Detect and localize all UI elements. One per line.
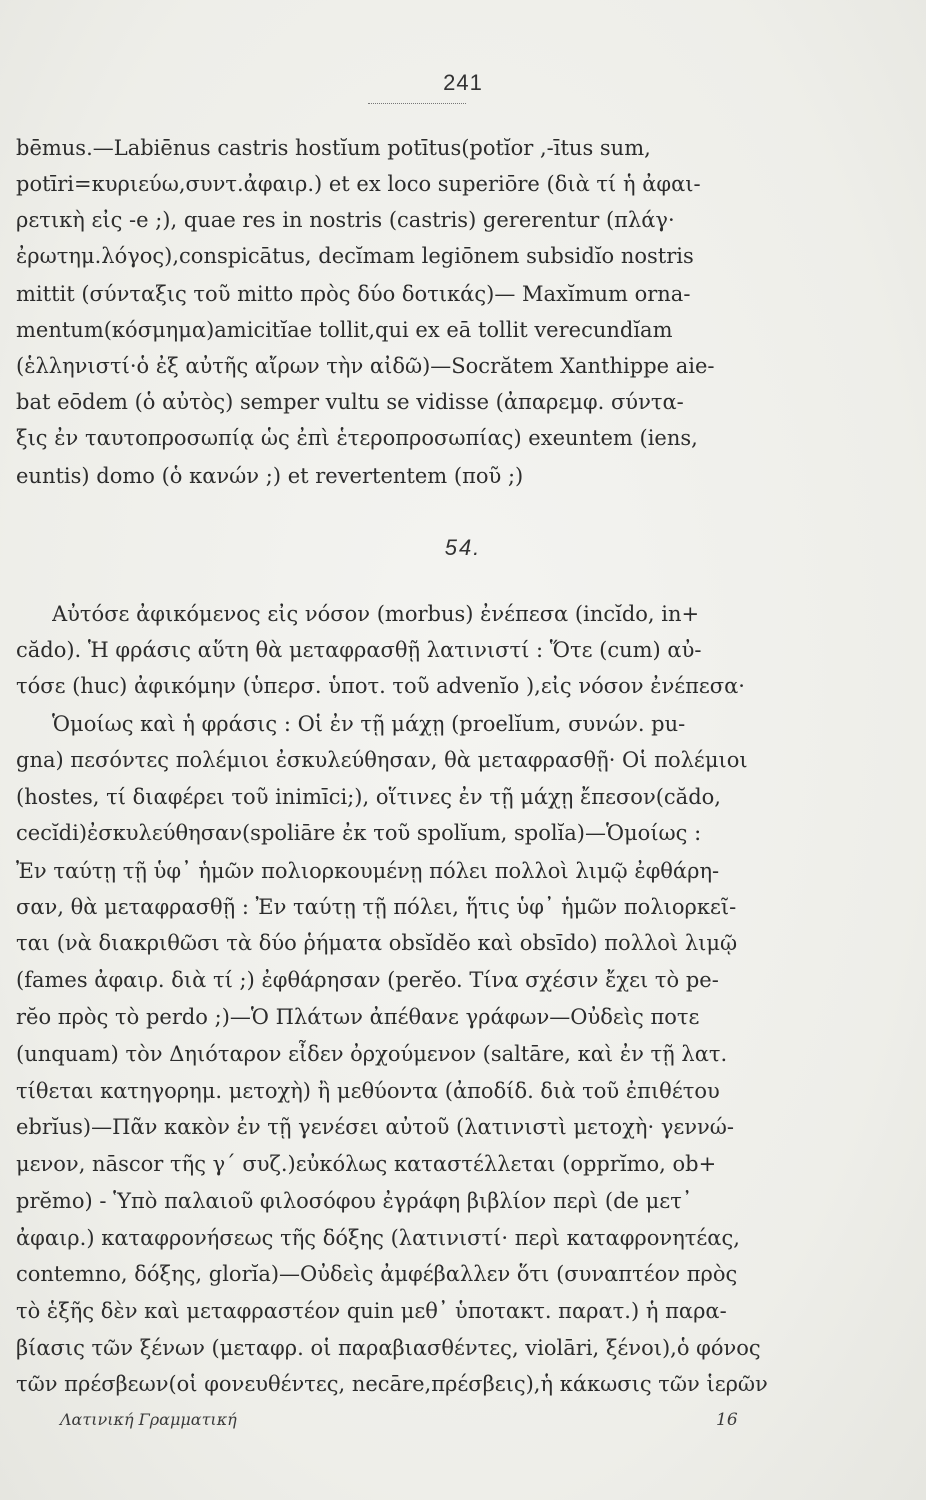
text-line: bat eōdem (ὁ αὐτὸς) semper vultu se vidisse (ἀπαρεμφ. σύντα- [16,390,684,414]
text-line: τῶν πρέσβεων(οἱ φονευθέντες, necāre,πρέσβεις),ἡ κάκωσις τῶν ἱερῶν [16,1372,768,1396]
text-line: τόσε (huc) ἀφικόμην (ὑπερσ. ὑποτ. τοῦ advenĭo ),εἰς νόσον ἐνέπεσα· [16,674,745,698]
text-line: τίθεται κατηγορημ. μετοχὴ) ἢ μεθύοντα (ἀποδίδ. διὰ τοῦ ἐπιθέτου [16,1079,720,1103]
signature-mark: 16 [716,1410,738,1430]
text-line: Ἐν ταύτῃ τῇ ὑφ᾽ ἡμῶν πολιορκουμένῃ πόλει πολλοὶ λιμῷ ἐφθάρη- [16,859,720,883]
text-line: (unquam) τὸν Δηιόταρον εἶδεν ὀρχούμενον (saltāre, καὶ ἐν τῇ λατ. [16,1042,728,1066]
text-line: ρετικὴ εἰς -e ;), quae res in nostris (castris) gererentur (πλάγ· [16,208,675,232]
text-line: ἐρωτημ.λόγος),conspicātus, decĭmam legiōnem subsidĭo nostris [16,244,694,268]
page-number: 241 [443,70,483,95]
footer-title: Λατινική Γραμματική [60,1410,237,1429]
text-line: τὸ ἑξῆς δὲν καὶ μεταφραστέον quin μεθ᾽ ὑποτακτ. παρατ.) ἡ παρα- [16,1299,727,1323]
text-line: ται (νὰ διακριθῶσι τὰ δύο ῥήματα obsĭdĕo καὶ obsīdo) πολλοὶ λιμῷ [16,931,738,955]
text-line: rĕo πρὸς τὸ perdo ;)—Ὁ Πλάτων ἀπέθανε γράφων—Οὐδεὶς ποτε [16,1005,700,1029]
text-line: ξις ἐν ταυτοπροσωπίᾳ ὡς ἐπὶ ἑτεροπροσωπίας) exeuntem (iens, [16,426,698,450]
text-line: (fames ἀφαιρ. διὰ τί ;) ἐφθάρησαν (perĕo. Τίνα σχέσιν ἔχει τὸ pe- [16,968,719,992]
text-line: σαν, θὰ μεταφρασθῇ : Ἐν ταύτῃ τῇ πόλει, ἥτις ὑφ᾽ ἡμῶν πολιορκεῖ- [16,895,737,919]
text-line: cădo). Ἡ φράσις αὕτη θὰ μεταφρασθῇ λατινιστί : Ὅτε (cum) αὐ- [16,638,702,662]
text-line: mittit (σύνταξις τοῦ mitto πρὸς δύο δοτικάς)— Maxĭmum orna- [16,282,691,306]
header-rule [368,103,466,104]
text-line: cecĭdi)ἐσκυλεύθησαν(spoliāre ἐκ τοῦ spolĭum, spolĭa)—Ὁμοίως : [16,821,702,845]
text-line: μενον, nāscor τῆς γ΄ συζ.)εὐκόλως καταστέλλεται (opprĭmo, ob+ [16,1152,717,1176]
text-line: (ἑλληνιστί·ὁ ἐξ αὐτῆς αἴρων τὴν αἰδῶ)—Socrătem Xanthippe aie- [16,354,715,378]
section-number: 54. [444,535,482,560]
text-line: βίασις τῶν ξένων (μεταφρ. οἱ παραβιασθέντες, violāri, ξένοι),ὁ φόνος [16,1336,761,1360]
text-line: prĕmo) - Ὑπὸ παλαιοῦ φιλοσόφου ἐγράφη βιβλίον περὶ (de μετ᾽ [16,1189,693,1213]
text-line: potīri=κυριεύω,συντ.ἀφαιρ.) et ex loco superiōre (διὰ τί ἡ ἀφαι- [16,172,701,196]
text-line: ebrĭus)—Πᾶν κακὸν ἐν τῇ γενέσει αὐτοῦ (λατινιστὶ μετοχὴ· γεννώ- [16,1115,735,1139]
text-line: euntis) domo (ὁ κανών ;) et revertentem (ποῦ ;) [16,464,524,488]
text-line: gna) πεσόντες πολέμιοι ἐσκυλεύθησαν, θὰ μεταφρασθῇ· Οἱ πολέμιοι [16,748,748,772]
text-line: ἀφαιρ.) καταφρονήσεως τῆς δόξης (λατινιστί· περὶ καταφρονητέας, [16,1226,740,1250]
text-line: Αὐτόσε ἀφικόμενος εἰς νόσον (morbus) ἐνέπεσα (incĭdo, in+ [52,602,700,626]
text-line: mentum(κόσμημα)amicitĭae tollit,qui ex eā tollit verecundĭam [16,318,673,342]
text-line: contemno, δόξης, glorĭa)—Οὐδεὶς ἀμφέβαλλεν ὅτι (συναπτέον πρὸς [16,1262,738,1286]
text-line: Ὁμοίως καὶ ἡ φράσις : Οἱ ἐν τῇ μάχῃ (proelĭum, συνών. pu- [52,712,686,736]
text-line: (hostes, τί διαφέρει τοῦ inimīci;), οἵτινες ἐν τῇ μάχῃ ἔπεσον(cădo, [16,785,721,809]
text-line: bēmus.—Labiēnus castris hostĭum potītus(potĭor ,-ītus sum, [16,136,651,160]
